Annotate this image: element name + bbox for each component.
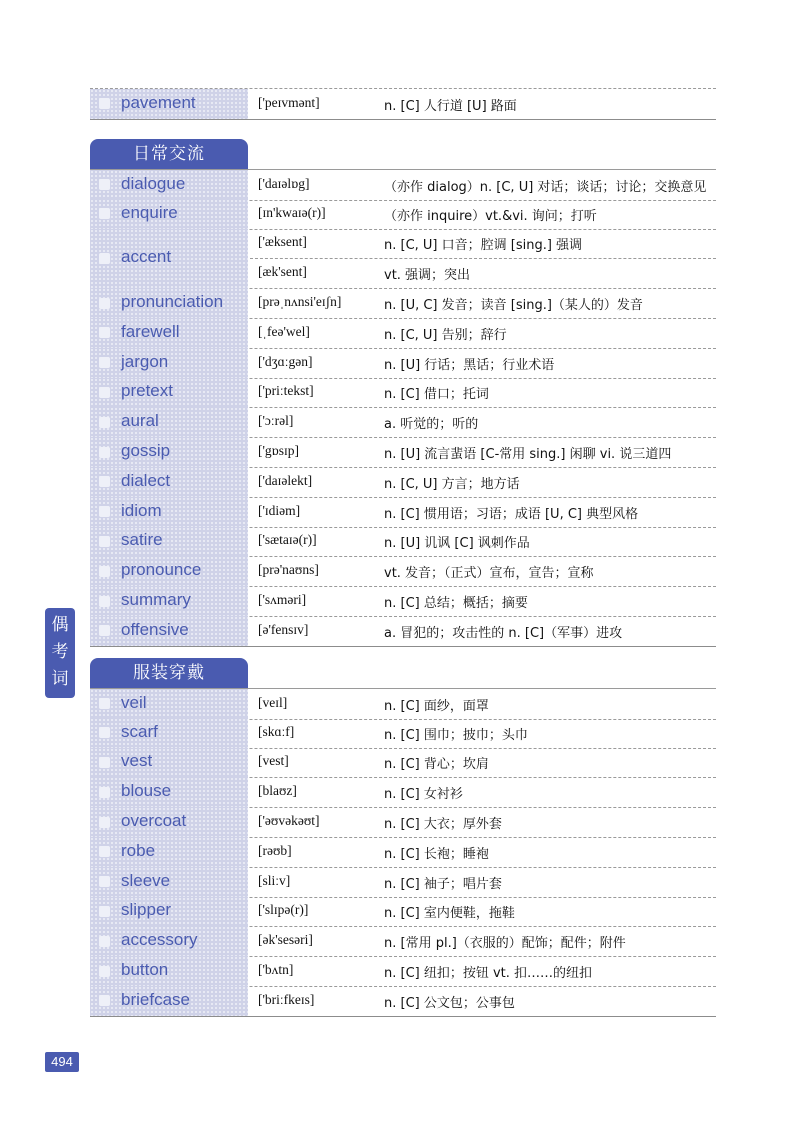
word-cell [90,378,248,408]
section-header [90,139,716,170]
headword: pronounce [121,560,202,580]
phonetic: [ək'sesəri] [258,932,313,948]
headword: jargon [121,351,169,371]
headword: pavement [121,92,196,112]
phonetic: ['ɔːrəl] [258,413,294,429]
headword: enquire [121,202,178,222]
definition: n. [C] 面纱，面罩 [384,698,489,714]
word-entry [90,378,716,409]
word-entry [90,229,716,290]
definition: n. [C, U] 告别；辞行 [384,327,507,343]
word-entry [90,777,716,808]
word-entry [90,748,716,779]
word-cell [90,807,248,837]
headword: blouse [121,781,172,801]
checkbox[interactable] [99,98,110,109]
word-cell [90,837,248,867]
word-entry [90,718,716,749]
word-entry [90,586,716,617]
checkbox[interactable] [99,298,110,309]
checkbox[interactable] [99,596,110,607]
definition: n. [C] 长袍；睡袍 [384,846,489,862]
word-cell [90,467,248,497]
definition: n. [C] 借口；托词 [384,387,489,403]
side-tab [45,608,75,698]
headword: pronunciation [121,292,224,312]
word-entry [90,897,716,928]
headword: gossip [121,441,171,461]
phonetic: [vest] [258,753,289,769]
headword: accent [121,247,172,267]
word-cell [90,718,248,748]
headword: aural [121,411,159,431]
word-entry [90,867,716,898]
definition: n. [C] 背心；坎肩 [384,757,489,773]
phonetic: ['bʌtn] [258,962,294,978]
word-cell [90,616,248,646]
sub-divider [250,258,716,259]
checkbox[interactable] [99,966,110,977]
word-entry [90,688,716,720]
word-entry [90,407,716,438]
definition: n. [C] 女衬衫 [384,787,463,803]
checkbox[interactable] [99,208,110,219]
definition: n. [U] 行话；黑话；行业术语 [384,357,555,373]
definition: vt. 发音；（正式）宣布，宣告；宣称 [384,566,594,582]
word-cell [90,348,248,378]
definition: n. [C] 围巾；披巾；头巾 [384,727,528,743]
definition: n. [C, U] 口音；腔调 [sing.] 强调 [384,238,583,254]
phonetic: ['slɪpə(r)] [258,902,309,918]
checkbox[interactable] [99,447,110,458]
phonetic: ['sʌməri] [258,592,307,608]
word-cell [90,407,248,437]
checkbox[interactable] [99,625,110,636]
phonetic: ['əʊvəkəʊt] [258,813,320,829]
definition: n. [C, U] 方言；地方话 [384,476,520,492]
definition: n. [C] 公文包；公事包 [384,995,515,1011]
headword: overcoat [121,811,187,831]
headword: robe [121,840,156,860]
checkbox[interactable] [99,476,110,487]
phonetic: ['ɪdiəm] [258,502,301,518]
phonetic: [prə'naʊns] [258,562,319,578]
checkbox[interactable] [99,846,110,857]
checkbox[interactable] [99,727,110,738]
phonetic: [æk'sent] [258,264,307,280]
headword: dialect [121,470,171,490]
word-entry [90,956,716,987]
checkbox[interactable] [99,536,110,547]
definition: n. [C] 人行道 [U] 路面 [384,98,517,114]
phonetic: ['daɪəlɒg] [258,175,310,191]
word-cell [90,689,248,719]
phonetic: ['sætaɪə(r)] [258,532,317,548]
checkbox[interactable] [99,936,110,947]
checkbox[interactable] [99,906,110,917]
headword: farewell [121,321,180,341]
definition: n. [常用 pl.]（衣服的）配饰；配件；附件 [384,936,626,952]
word-entry [90,169,716,201]
phonetic: [ˌfeə'wel] [258,323,310,339]
word-cell [90,497,248,527]
word-entry [90,986,716,1017]
headword: vest [121,751,153,771]
headword: idiom [121,500,162,520]
phonetic: ['peɪvmənt] [258,94,320,110]
definition: a. 冒犯的；攻击性的 n. [C]（军事）进攻 [384,625,623,641]
checkbox[interactable] [99,757,110,768]
word-entry [90,318,716,349]
word-cell [90,748,248,778]
word-cell [90,986,248,1016]
definition: n. [U, C] 发音；读音 [sing.]（某人的）发音 [384,298,643,314]
word-cell [90,777,248,807]
checkbox[interactable] [99,995,110,1006]
word-cell [90,89,248,119]
checkbox[interactable] [99,253,110,264]
phonetic: ['daɪəlekt] [258,472,313,488]
word-entry [90,837,716,868]
headword: pretext [121,381,173,401]
word-entry [90,556,716,587]
word-cell [90,229,248,289]
headword: accessory [121,930,198,950]
definition: n. [C] 纽扣；按钮 vt. 扣……的纽扣 [384,966,593,982]
word-cell [90,199,248,229]
word-entry [90,437,716,468]
definition: vt. 强调；突出 [384,268,471,284]
word-cell [90,867,248,897]
checkbox[interactable] [99,817,110,828]
phonetic: [skɑːf] [258,723,295,739]
headword: offensive [121,619,189,639]
checkbox[interactable] [99,506,110,517]
checkbox[interactable] [99,417,110,428]
checkbox[interactable] [99,698,110,709]
checkbox[interactable] [99,566,110,577]
word-cell [90,956,248,986]
definition: n. [C] 袖子；唱片套 [384,876,502,892]
headword: sleeve [121,870,171,890]
headword: scarf [121,721,158,741]
word-entry [90,288,716,319]
word-entry [90,497,716,528]
definition: n. [C] 大衣；厚外套 [384,817,502,833]
phonetic: [ɪn'kwaɪə(r)] [258,204,326,220]
phonetic: [sliːv] [258,872,291,888]
definition: n. [C] 总结；概括；摘要 [384,596,528,612]
checkbox[interactable] [99,876,110,887]
definition: （亦作 dialog）n. [C, U] 对话；谈话；讨论；交换意见 [384,179,707,195]
side-tab-char: 偶 [51,615,69,635]
checkbox[interactable] [99,357,110,368]
phonetic: [prəˌnʌnsi'eɪʃn] [258,294,342,310]
headword: button [121,960,169,980]
definition: n. [U] 流言蜚语 [C-常用 sing.] 闲聊 vi. 说三道四 [384,447,672,463]
word-entry [90,616,716,647]
definition: n. [C] 室内便鞋，拖鞋 [384,906,515,922]
section-heading: 服装穿戴 [90,658,248,688]
word-cell [90,556,248,586]
definition: n. [U] 讥讽 [C] 讽刺作品 [384,536,530,552]
side-tab-char: 词 [51,669,69,689]
phonetic: ['æksent] [258,234,307,250]
word-cell [90,170,248,200]
checkbox[interactable] [99,787,110,798]
phonetic: [ə'fensɪv] [258,621,309,637]
word-cell [90,318,248,348]
headword: veil [121,692,147,712]
phonetic: [blaʊz] [258,783,297,799]
headword: summary [121,590,191,610]
phonetic: ['briːfkeɪs] [258,991,315,1007]
definition: a. 听觉的；听的 [384,417,479,433]
section-heading: 日常交流 [90,139,248,169]
word-cell [90,527,248,557]
word-entry [90,199,716,230]
word-entry [90,807,716,838]
word-entry [90,88,716,120]
phonetic: [veɪl] [258,694,288,710]
word-cell [90,926,248,956]
checkbox[interactable] [99,387,110,398]
definition: n. [C] 惯用语；习语；成语 [U, C] 典型风格 [384,506,639,522]
checkbox[interactable] [99,179,110,190]
definition: （亦作 inquire）vt.&vi. 询问；打听 [384,208,597,224]
phonetic: ['gɒsɪp] [258,443,299,459]
word-entry [90,467,716,498]
word-entry [90,348,716,379]
phonetic: ['priːtekst] [258,383,314,399]
word-cell [90,897,248,927]
headword: dialogue [121,173,186,193]
side-tab-char: 考 [51,642,69,662]
word-cell [90,437,248,467]
page-number: 494 [45,1052,79,1072]
checkbox[interactable] [99,327,110,338]
word-entry [90,527,716,558]
word-cell [90,288,248,318]
section-header [90,658,716,689]
headword: satire [121,530,163,550]
headword: slipper [121,900,172,920]
word-entry [90,926,716,957]
phonetic: ['dʒɑːgən] [258,353,313,369]
word-cell [90,586,248,616]
headword: briefcase [121,989,190,1009]
phonetic: [rəʊb] [258,842,292,858]
